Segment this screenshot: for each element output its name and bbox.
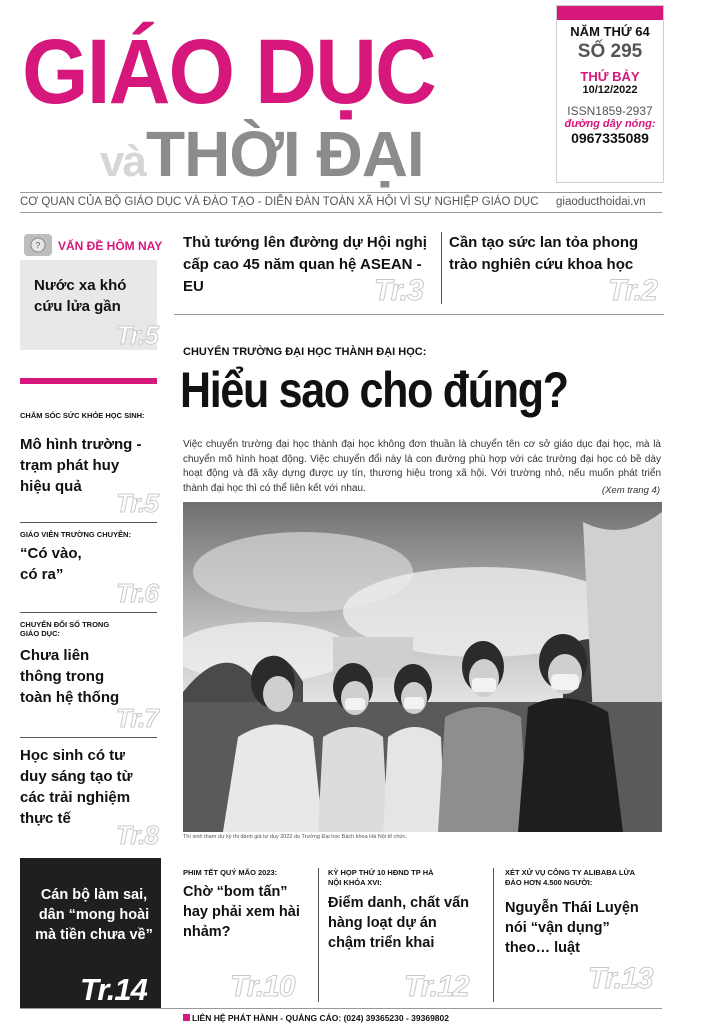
left-divider [20, 522, 157, 523]
page-ref: Tr.2 [608, 274, 657, 307]
left-item-title[interactable]: Mô hình trường - trạm phát huy hiệu quả [20, 436, 142, 495]
tagline-rule-top [20, 192, 662, 193]
top-teaser-title[interactable]: Thủ tướng lên đường dự Hội nghị cấp cao 45 năm quan hệ ASEAN - EU [183, 234, 427, 295]
issue-year: NĂM THỨ 64 [570, 24, 650, 39]
section-rule [174, 314, 664, 315]
page-ref: Tr.5 [116, 320, 158, 350]
page-ref: Tr.12 [404, 970, 469, 1003]
issue-number: SỐ 295 [577, 41, 643, 62]
page-ref: Tr.6 [116, 578, 158, 608]
page-ref: Tr.5 [116, 488, 158, 518]
bottom-item-kicker: PHIM TẾT QUÝ MÃO 2023: [183, 868, 278, 877]
chat-bubble-icon [24, 234, 52, 256]
page-ref: Tr.13 [588, 962, 653, 995]
tagline-rule-bottom [20, 212, 662, 213]
left-item-kicker: CHUYỂN ĐỔI SỐ TRONG GIÁO DỤC: [20, 620, 110, 638]
page-ref: Tr.14 [80, 972, 147, 1007]
left-item-title[interactable]: Học sinh có tư duy sáng tạo từ các trải nghiệm thực tế [20, 747, 133, 827]
contact-bullet [183, 1014, 190, 1021]
issue-info-box [556, 5, 664, 183]
footer-rule [20, 1008, 662, 1009]
issue-box-bar [557, 6, 663, 20]
logo-thoi-dai: THỜI ĐẠI [146, 118, 424, 190]
main-headline[interactable]: Hiểu sao cho đúng? [180, 362, 568, 418]
page-ref: Tr.8 [116, 820, 158, 850]
bottom-item-title[interactable]: Chờ “bom tấn” hay phải xem hài nhảm? [183, 884, 300, 940]
svg-text:?: ? [35, 241, 41, 250]
logo-giao-duc: GIÁO DỤC [22, 21, 435, 123]
footer-contact: LIÊN HỆ PHÁT HÀNH - QUẢNG CÁO: (024) 39365230 - 39369802 [192, 1013, 449, 1023]
left-item-title[interactable]: Chưa liên thông trong toàn hệ thống [20, 647, 120, 706]
main-lead: Việc chuyển trường đại học thành đại học không đơn thuần là chuyển tên cơ sở giáo dục đại học, mà là chuyển mô hình hoạt động. Việc chuyển đổi này là con đường phù hợp với các trường đại học có bề dày hoạt động và đã xây dựng được uy tín, thương hiệu trong xã hội. Với trường nhỏ, nếu muốn phát triển thành đại học thì có thể liên kết với nhau. [183, 439, 661, 494]
page-ref: Tr.3 [374, 274, 423, 307]
left-divider [20, 612, 157, 613]
logo-va: và [100, 137, 145, 186]
bottom-divider [318, 868, 319, 1002]
page-ref: Tr.10 [230, 970, 295, 1003]
left-item-kicker: GIÁO VIÊN TRƯỜNG CHUYÊN: [20, 530, 131, 539]
left-item-title[interactable]: “Có vào, có ra” [20, 545, 82, 583]
main-lead-ref: (Xem trang 4) [601, 485, 660, 496]
van-de-hom-nay-headline[interactable]: Nước xa khó cứu lửa gần [34, 277, 127, 315]
left-item-kicker: CHĂM SÓC SỨC KHỎE HỌC SINH: [20, 411, 145, 420]
page-ref: Tr.7 [116, 703, 158, 733]
issue-issn: ISSN1859-2937 [567, 104, 653, 118]
top-teaser-title[interactable]: Cần tạo sức lan tỏa phong trào nghiên cứu khoa học [449, 234, 639, 273]
bottom-item-title[interactable]: Điểm danh, chất vấn hàng loạt dự án chậm triển khai [328, 895, 470, 951]
issue-day: THỨ BẢY [580, 69, 640, 84]
left-column-bar [20, 378, 157, 384]
bottom-divider [493, 868, 494, 1002]
hotline-label: đường dây nóng: [564, 118, 656, 130]
bottom-item-kicker: XÉT XỬ VỤ CÔNG TY ALIBABA LỪA ĐẢO HƠN 4.500 NGƯỜI: [505, 868, 635, 887]
main-kicker: CHUYỂN TRƯỜNG ĐẠI HỌC THÀNH ĐẠI HỌC: [183, 346, 427, 358]
left-divider [20, 737, 157, 738]
main-photo [183, 502, 662, 832]
hotline-number: 0967335089 [571, 130, 649, 146]
tagline: CƠ QUAN CỦA BỘ GIÁO DỤC VÀ ĐÀO TẠO - DIỄN ĐÀN TOÀN XÃ HỘI VÌ SỰ NGHIỆP GIÁO DỤC [20, 196, 539, 208]
issue-date: 10/12/2022 [582, 84, 638, 96]
van-de-hom-nay-title: VẤN ĐỀ HÔM NAY [58, 239, 163, 253]
website-link[interactable]: giaoducthoidai.vn [556, 196, 646, 208]
bottom-feature-title[interactable]: Cán bộ làm sai, dân “mong hoài mà tiền chưa về” [35, 887, 153, 943]
bottom-item-title[interactable]: Nguyễn Thái Luyện nói “vận dụng” theo… luật [505, 900, 639, 956]
photo-caption: Thí sinh tham dự kỳ thi đánh giá tư duy 2022 do Trường Đại học Bách khoa Hà Nội tổ chức. [183, 834, 408, 840]
teaser-divider [441, 232, 442, 304]
bottom-item-kicker: KỲ HỌP THỨ 10 HĐND TP HÀ NỘI KHÓA XVI: [328, 868, 434, 887]
